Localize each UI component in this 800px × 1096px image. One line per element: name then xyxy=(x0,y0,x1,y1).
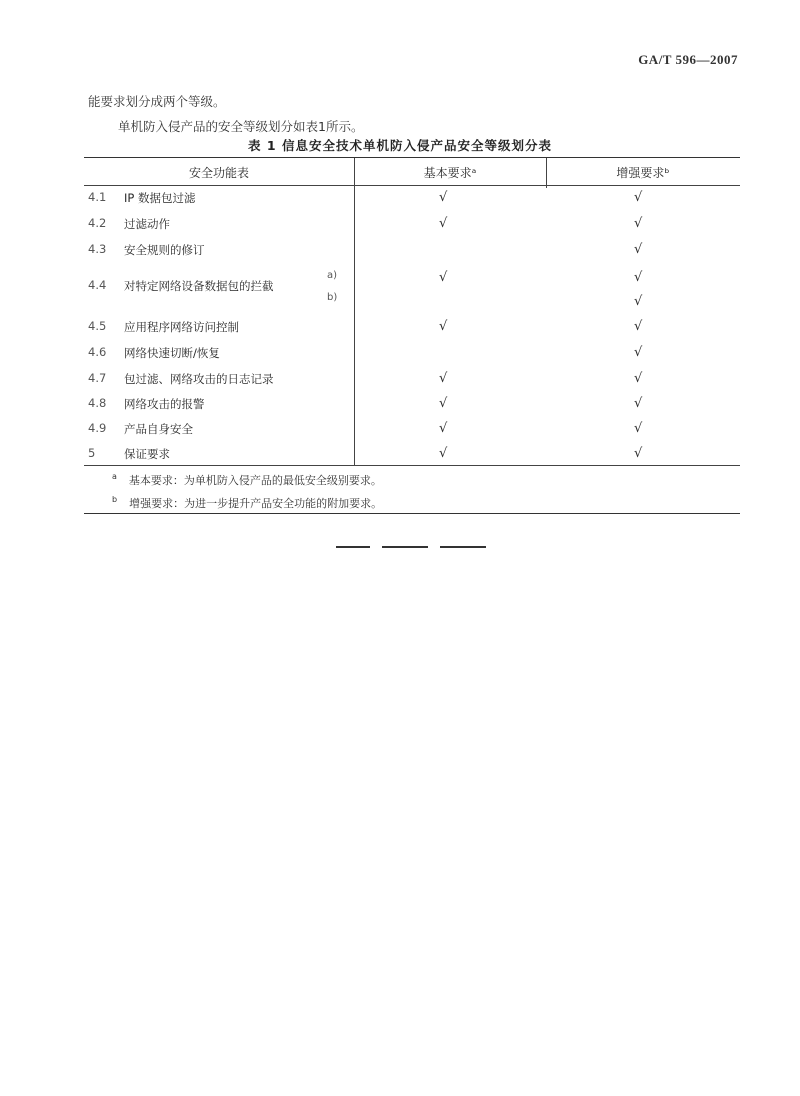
table-row xyxy=(84,242,740,266)
sub-item-a: a) xyxy=(327,270,338,281)
enhanced-check: √ xyxy=(634,421,643,436)
row-function: 保证要求 xyxy=(124,447,170,461)
end-mark-segment xyxy=(440,546,486,548)
basic-check: √ xyxy=(439,319,448,334)
row-function: 网络攻击的报警 xyxy=(124,397,205,411)
table-row xyxy=(84,270,740,312)
standard-code: GA/T 596—2007 xyxy=(638,52,738,67)
row-function: 产品自身安全 xyxy=(124,422,193,436)
table-row xyxy=(84,421,740,445)
enhanced-check: √ xyxy=(634,242,643,257)
row-number: 4.3 xyxy=(88,242,107,256)
enhanced-check: √ xyxy=(634,396,643,411)
row-function: 对特定网络设备数据包的拦截 xyxy=(124,279,274,293)
row-number: 4.6 xyxy=(88,345,107,359)
basic-check: √ xyxy=(439,421,448,436)
row-number: 4.8 xyxy=(88,396,107,410)
table-row xyxy=(84,396,740,420)
enhanced-check: √ xyxy=(634,371,643,386)
enhanced-check: √ xyxy=(634,446,643,461)
basic-check: √ xyxy=(439,270,448,285)
note-mark: b xyxy=(112,495,118,505)
row-number: 4.9 xyxy=(88,421,107,435)
note-mark: a xyxy=(112,472,117,482)
row-function: IP 数据包过滤 xyxy=(124,191,196,205)
row-function: 网络快速切断/恢复 xyxy=(124,346,220,360)
row-function: 应用程序网络访问控制 xyxy=(124,320,239,334)
row-number: 4.4 xyxy=(88,278,107,292)
paragraph-1: 能要求划分成两个等级。 xyxy=(88,94,226,109)
basic-check: √ xyxy=(439,371,448,386)
table-row xyxy=(84,446,740,470)
end-mark-segment xyxy=(382,546,428,548)
table-title: 表 1 信息安全技术单机防入侵产品安全等级划分表 xyxy=(248,138,552,153)
row-function: 包过滤、网络攻击的日志记录 xyxy=(124,372,274,386)
row-number: 4.2 xyxy=(88,216,107,230)
table-header-rule xyxy=(84,185,740,186)
column-header-function: 安全功能表 xyxy=(188,166,249,180)
paragraph-2: 单机防入侵产品的安全等级划分如表1所示。 xyxy=(118,119,364,134)
table-row xyxy=(84,371,740,395)
basic-check: √ xyxy=(439,190,448,205)
enhanced-check: √ xyxy=(634,190,643,205)
column-header-basic: 基本要求ᵃ xyxy=(423,166,477,180)
enhanced-check: √ xyxy=(634,216,643,231)
row-function: 过滤动作 xyxy=(124,217,170,231)
security-level-table xyxy=(84,157,740,514)
table-row xyxy=(84,319,740,343)
column-header-enhanced: 增强要求ᵇ xyxy=(616,166,670,180)
enhanced-check: √ xyxy=(634,270,643,285)
sub-item-b: b) xyxy=(327,292,338,303)
table-note-b xyxy=(112,495,382,511)
note-text: 基本要求：为单机防入侵产品的最低安全级别要求。 xyxy=(128,474,382,487)
table-row xyxy=(84,216,740,240)
table-row xyxy=(84,345,740,369)
basic-check: √ xyxy=(439,446,448,461)
basic-check: √ xyxy=(439,216,448,231)
note-text: 增强要求：为进一步提升产品安全功能的附加要求。 xyxy=(129,497,383,510)
end-mark-segment xyxy=(336,546,370,548)
enhanced-check: √ xyxy=(634,345,643,360)
row-number: 4.1 xyxy=(88,190,107,204)
enhanced-check: √ xyxy=(634,319,643,334)
table-row xyxy=(84,190,740,214)
row-number: 4.7 xyxy=(88,371,107,385)
row-number: 5 xyxy=(88,446,96,460)
table-note-a xyxy=(112,472,382,488)
basic-check: √ xyxy=(439,396,448,411)
enhanced-check-b: √ xyxy=(634,294,643,309)
row-function: 安全规则的修订 xyxy=(124,243,205,257)
row-number: 4.5 xyxy=(88,319,107,333)
